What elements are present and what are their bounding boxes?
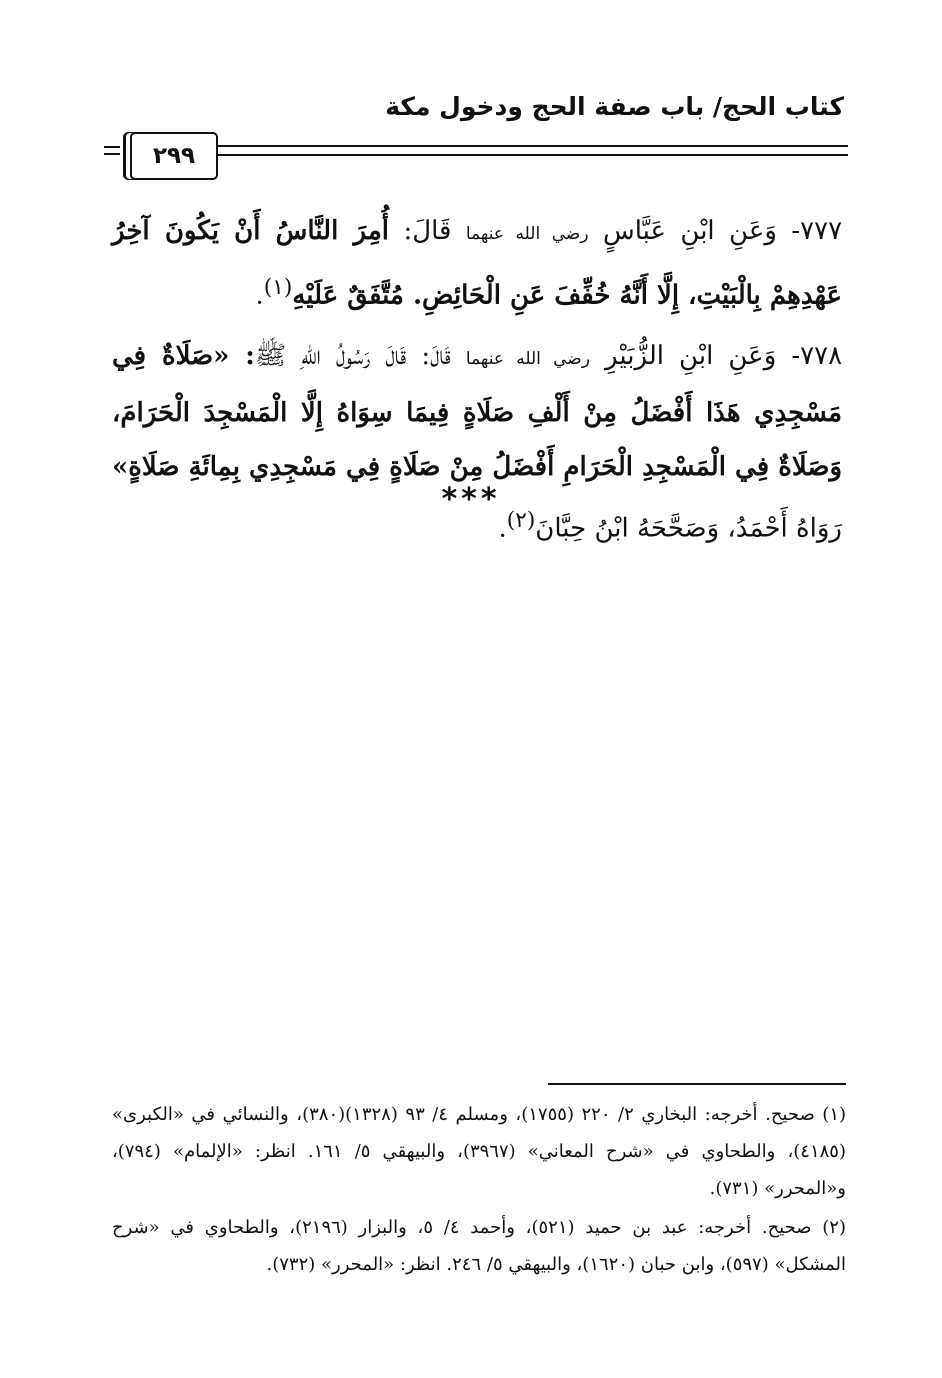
hadith-text: أُمِرَ النَّاسُ أَنْ يَكُونَ آخِرُ عَهْدِهِمْ بِالْبَيْتِ، إِلَّا أَنَّهُ خُفِّفَ عَنِ الْحَائِضِ. مُتَّفَقٌ عَلَيْهِ bbox=[112, 216, 842, 311]
footnote-2: (٢) صحيح. أخرجه: عبد بن حميد (٥٢١)، وأحمد ٤/ ٥، والبزار (٢١٩٦)، والطحاوي في «شرح المشكل» (٥٩٧)، وابن حبان (١٦٢٠)، والبيهقي ٥/ ٢٤٦. انظر: «المحرر» (٧٣٢). bbox=[112, 1217, 846, 1275]
hadith-source: رَوَاهُ أَحْمَدُ، وَصَحَّحَهُ ابْنُ حِبَّانَ bbox=[535, 513, 842, 544]
honorific: رضي الله عنهما bbox=[465, 348, 590, 369]
hadith-number: ٧٧٨- bbox=[791, 340, 843, 371]
page-number-box bbox=[130, 132, 218, 180]
footnotes bbox=[112, 1096, 846, 1285]
footnote-1: (١) صحيح. أخرجه: البخاري ٢/ ٢٢٠ (١٧٥٥)، ومسلم ٤/ ٩٣ (١٣٢٨)(٣٨٠)، والنسائي في «الكبرى» (٤١٨٥)، والطحاوي في «شرح المعاني» (٣٩٦٧)، والبيهقي ٥/ ١٦١. انظر: «الإلمام» (٧٩٤)، و«المحرر» (٧٣١). bbox=[112, 1104, 847, 1199]
hadith-number: ٧٧٧- bbox=[791, 216, 843, 246]
header-rule-left-top bbox=[104, 146, 120, 148]
footnote-ref: (٢) bbox=[506, 507, 536, 533]
hadith-text: : «صَلَاةٌ فِي مَسْجِدِي هَذَا أَفْضَلُ مِنْ أَلْفِ صَلَاةٍ فِيمَا سِوَاهُ إِلَّا الْمَسْجِدَ الْحَرَامَ، وَصَلَاةٌ فِي الْمَسْجِدِ الْحَرَامِ أَفْضَلُ مِنْ صَلَاةٍ فِي مَسْجِدِي بِمِائَةِ صَلَاةٍ» bbox=[112, 340, 842, 482]
hadith-778 bbox=[112, 329, 842, 556]
hadith-end: . bbox=[498, 513, 507, 544]
hadith-narrator: وَعَنِ ابْنِ عَبَّاسٍ bbox=[602, 216, 777, 246]
hadith-777 bbox=[112, 204, 842, 323]
hadith-lead: قَالَ: قَالَ رَسُولُ اللهِ bbox=[301, 340, 451, 371]
header-double-rule bbox=[218, 145, 848, 156]
hadith-end: . bbox=[255, 280, 264, 311]
page-number: ٢٩٩ bbox=[152, 143, 196, 169]
footnote-ref: (١) bbox=[263, 275, 293, 300]
footnote-rule bbox=[548, 1083, 846, 1085]
section-separator: *** bbox=[441, 482, 501, 517]
running-title: كتاب الحج/ باب صفة الحج ودخول مكة bbox=[385, 92, 844, 121]
hadith-lead: قَالَ: bbox=[403, 216, 452, 246]
header-rule-left-bottom bbox=[104, 153, 120, 155]
honorific: رضي الله عنهما bbox=[465, 224, 589, 244]
salawat-glyph: ﷺ bbox=[254, 340, 287, 371]
hadith-narrator: وَعَنِ ابْنِ الزُّبَيْرِ bbox=[605, 340, 777, 371]
